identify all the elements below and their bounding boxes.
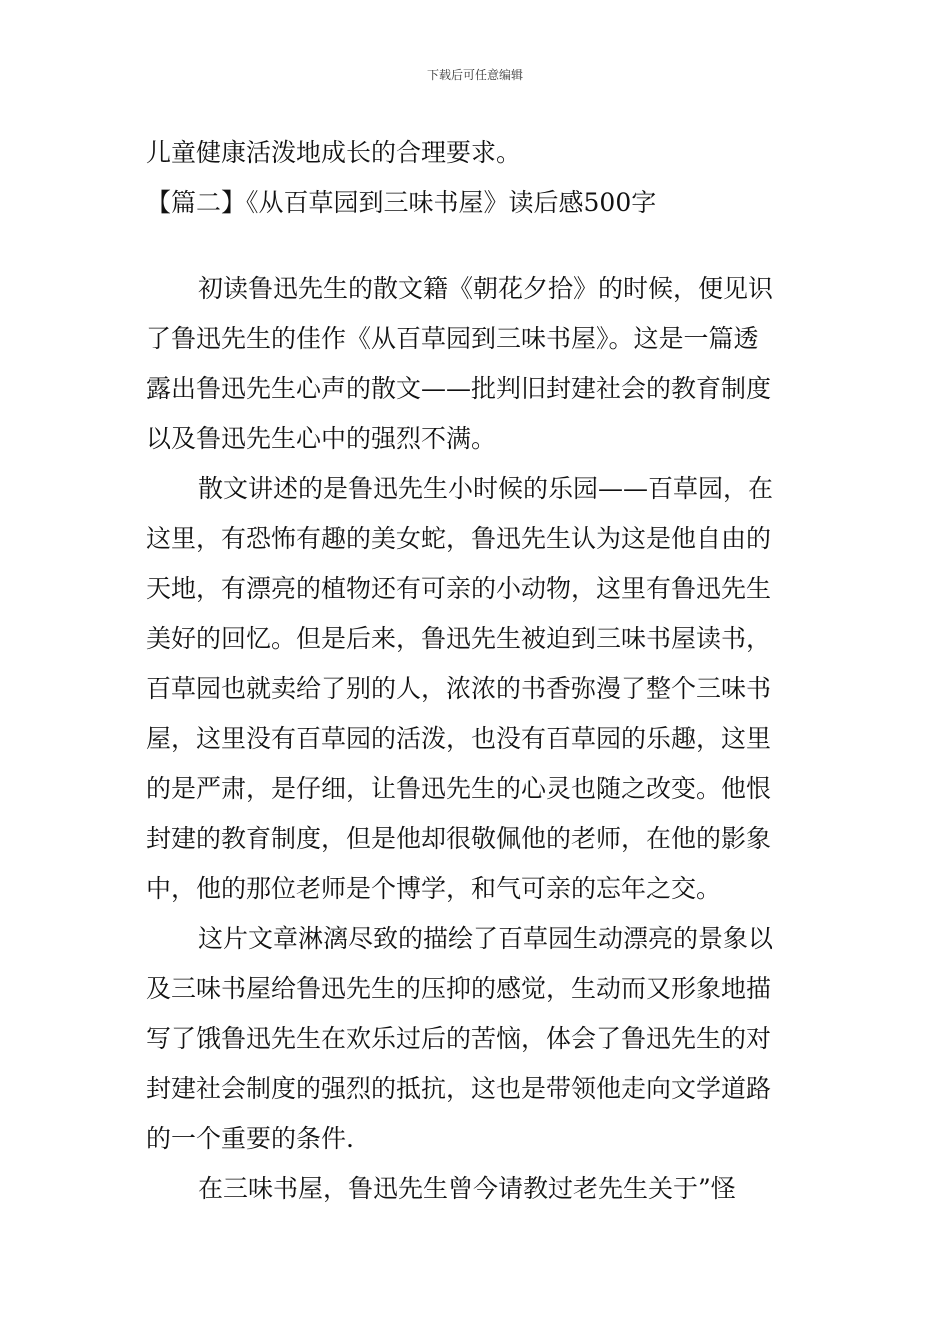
lead-line: 儿童健康活泼地成长的合理要求。 [146,138,522,167]
paragraph-line: 以及鲁迅先生心中的强烈不满。 [146,424,497,453]
paragraph-line: 屋，这里没有百草园的活泼，也没有百草园的乐趣，这里 [146,724,772,753]
paragraph-line: 这里，有恐怖有趣的美女蛇，鲁迅先生认为这是他自由的 [146,524,772,553]
paragraph-line: 百草园也就卖给了别的人，浓浓的书香弥漫了整个三味书 [146,674,772,703]
paragraph-line: 初读鲁迅先生的散文籍《朝花夕拾》的时候，便见识 [198,274,774,303]
document-body [146,128,810,1214]
page-header-note: 下载后可任意编辑 [426,68,523,82]
paragraph-line: 这片文章淋漓尽致的描绘了百草园生动漂亮的景象以 [198,924,774,953]
paragraph-3 [146,914,810,1164]
paragraph-line: 的是严肃，是仔细，让鲁迅先生的心灵也随之改变。他恨 [146,774,772,803]
paragraph-line: 在三味书屋，鲁迅先生曾今请教过老先生关于”怪 [198,1174,736,1203]
paragraph-4 [146,1164,810,1214]
paragraph-1 [146,264,810,464]
paragraph-line: 的一个重要的条件. [146,1124,354,1153]
paragraph-line: 露出鲁迅先生心声的散文——批判旧封建社会的教育制度 [146,374,772,403]
paragraph-line: 及三味书屋给鲁迅先生的压抑的感觉，生动而又形象地描 [146,974,772,1003]
paragraph-line: 天地，有漂亮的植物还有可亲的小动物，这里有鲁迅先生 [146,574,772,603]
section-heading: 【篇二】《从百草园到三味书屋》读后感500字 [146,188,657,217]
paragraph-line: 封建社会制度的强烈的抵抗，这也是带领他走向文学道路 [146,1074,772,1103]
paragraph-line: 散文讲述的是鲁迅先生小时候的乐园——百草园，在 [198,474,774,503]
paragraph-line: 中，他的那位老师是个博学，和气可亲的忘年之交。 [146,874,722,903]
paragraph-line: 了鲁迅先生的佳作《从百草园到三味书屋》。这是一篇透 [146,324,759,353]
paragraph-line: 封建的教育制度，但是他却很敬佩他的老师，在他的影象 [146,824,772,853]
paragraph-line: 写了饿鲁迅先生在欢乐过后的苦恼，体会了鲁迅先生的对 [146,1024,772,1053]
paragraph-line: 美好的回忆。但是后来，鲁迅先生被迫到三味书屋读书， [146,624,772,653]
paragraph-2 [146,464,810,914]
